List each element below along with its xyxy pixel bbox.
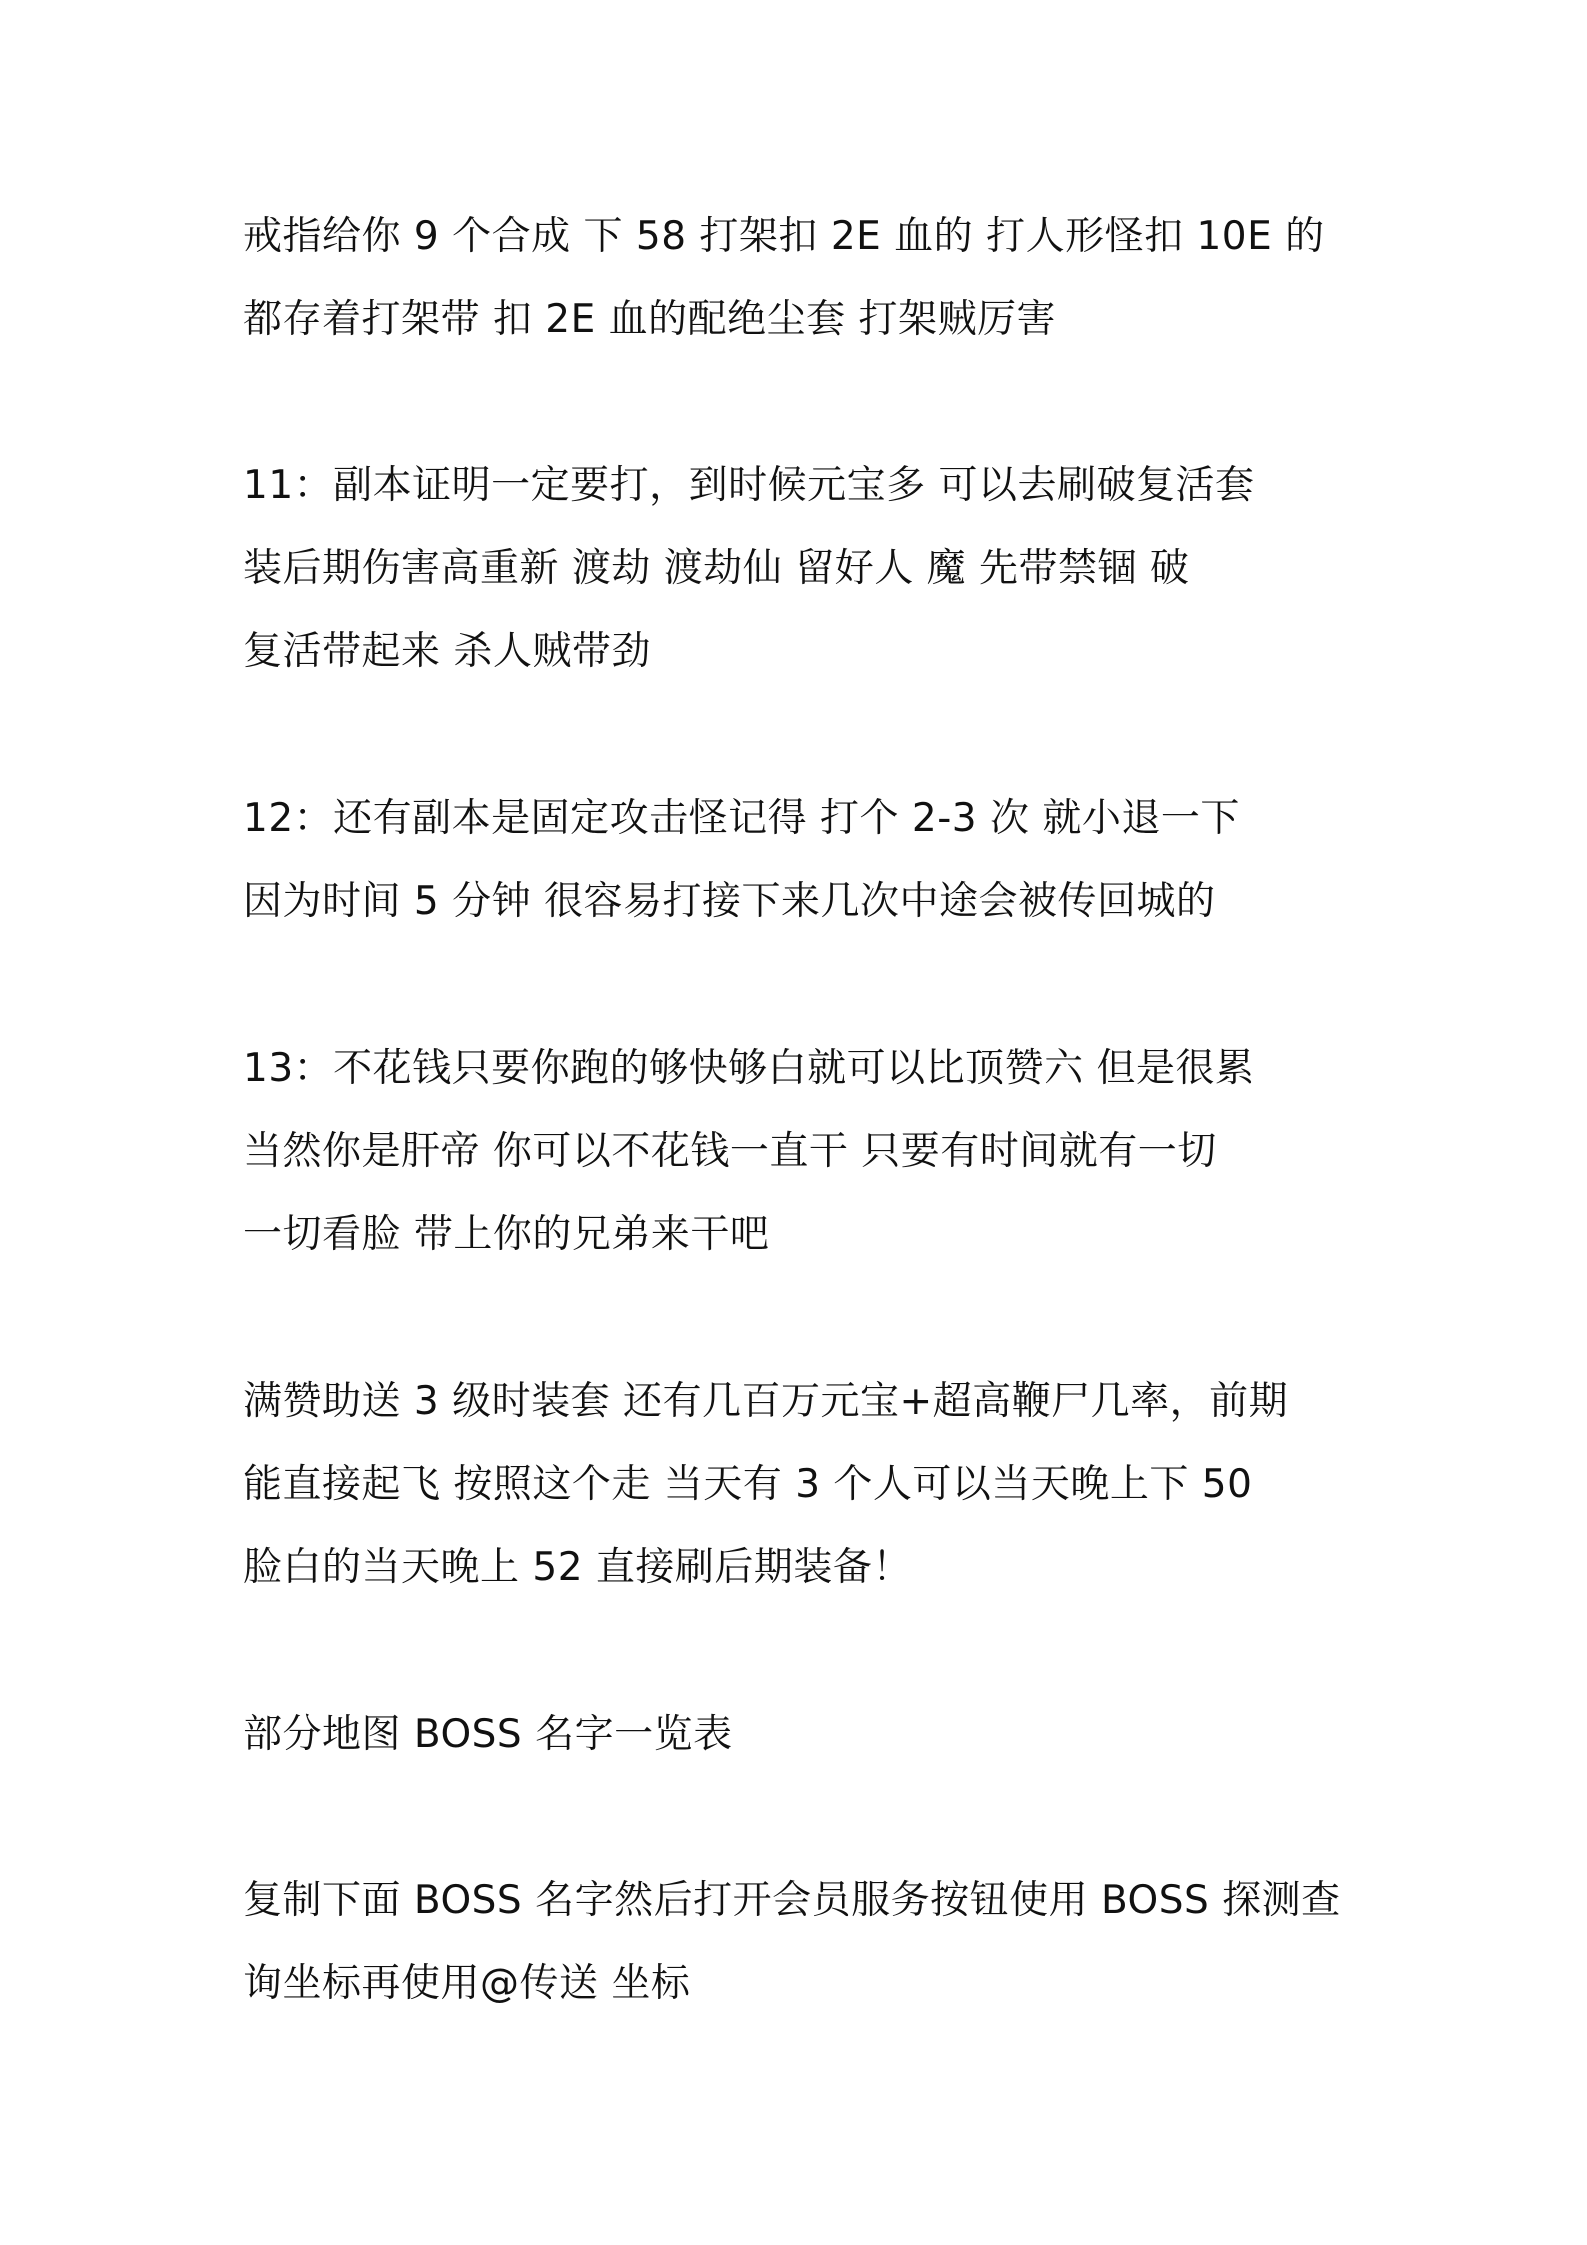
text-line: 当然你是肝帝 你可以不花钱一直干 只要有时间就有一切 <box>243 1129 1217 1174</box>
text-line: 询坐标再使用@传送 坐标 <box>243 1961 691 2006</box>
text-line: 满赞助送 3 级时装套 还有几百万元宝+超高鞭尸几率，前期 <box>243 1379 1289 1424</box>
text-line: 11：副本证明一定要打，到时候元宝多 可以去刷破复活套 <box>243 463 1255 508</box>
text-line: 因为时间 5 分钟 很容易打接下来几次中途会被传回城的 <box>243 879 1216 924</box>
text-line: 一切看脸 带上你的兄弟来干吧 <box>243 1212 770 1257</box>
paragraph-boss-instructions <box>243 1859 1355 2025</box>
text-line: 装后期伤害高重新 渡劫 渡劫仙 留好人 魔 先带禁锢 破 <box>243 546 1190 591</box>
text-line: 部分地图 BOSS 名字一览表 <box>243 1712 733 1757</box>
text-line: 都存着打架带 扣 2E 血的配绝尘套 打架贼厉害 <box>243 297 1057 342</box>
paragraph-sponsor <box>243 1360 1355 1609</box>
text-line: 能直接起飞 按照这个走 当天有 3 个人可以当天晚上下 50 <box>243 1462 1253 1507</box>
text-line: 12：还有副本是固定攻击怪记得 打个 2-3 次 就小退一下 <box>243 796 1240 841</box>
text-line: 戒指给你 9 个合成 下 58 打架扣 2E 血的 打人形怪扣 10E 的 <box>243 214 1325 259</box>
paragraph-tip-12 <box>243 777 1355 943</box>
text-line: 13：不花钱只要你跑的够快够白就可以比顶赞六 但是很累 <box>243 1046 1255 1091</box>
text-line: 脸白的当天晚上 52 直接刷后期装备！ <box>243 1545 912 1590</box>
text-line: 复活带起来 杀人贼带劲 <box>243 629 651 674</box>
paragraph-boss-list-heading <box>243 1693 1355 1776</box>
paragraph-tip-13 <box>243 1027 1355 1276</box>
paragraph-tip-11 <box>243 444 1355 693</box>
paragraph-ring-synthesis <box>243 195 1355 361</box>
text-line: 复制下面 BOSS 名字然后打开会员服务按钮使用 BOSS 探测查 <box>243 1878 1341 1923</box>
